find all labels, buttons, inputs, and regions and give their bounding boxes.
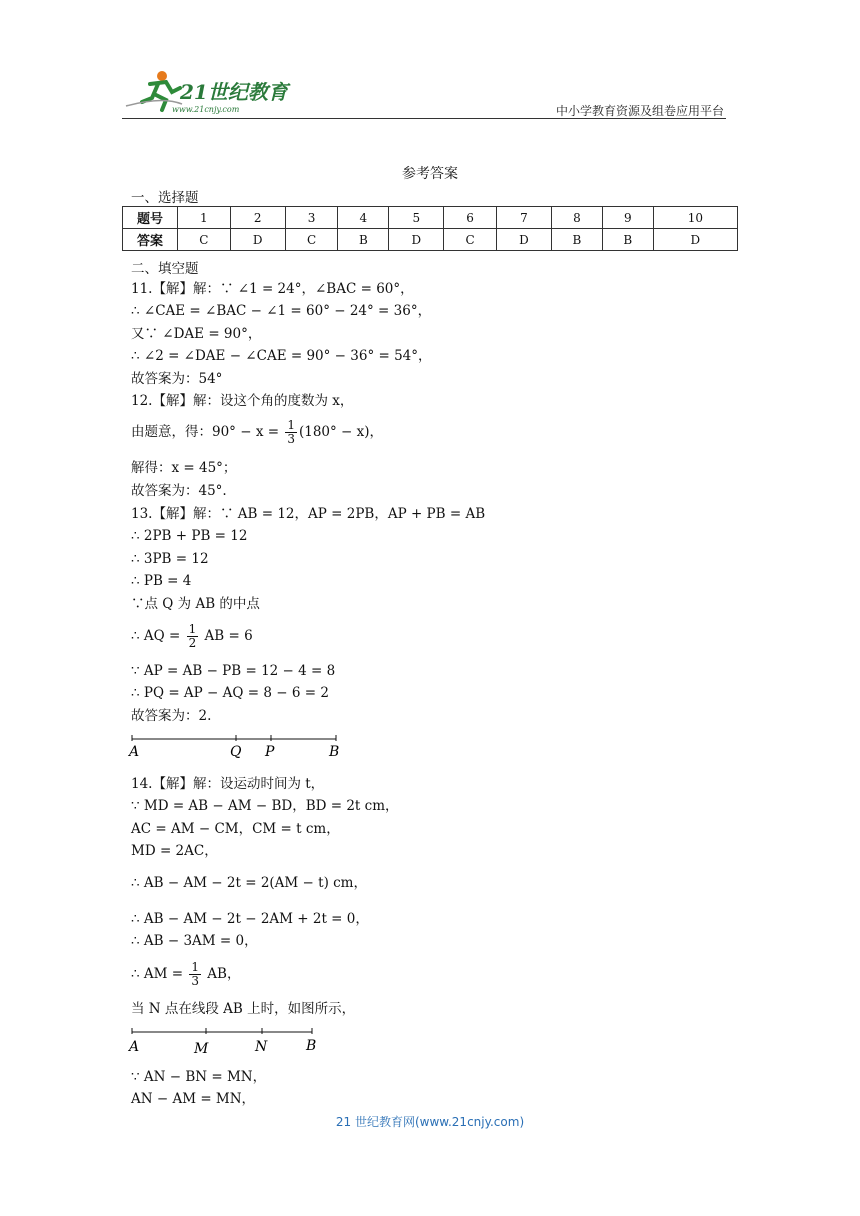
- table-cell: B: [602, 229, 653, 251]
- solution-line: ∵ AP = AB − PB = 12 − 4 = 8: [131, 663, 336, 679]
- table-row-label: 题号: [123, 207, 178, 229]
- solution-line: 12.【解】解：设这个角的度数为 x，: [131, 393, 354, 409]
- table-cell: 10: [653, 207, 737, 229]
- solution-line: ∵ AN − BN = MN，: [131, 1069, 267, 1085]
- solution-line: 当 N 点在线段 AB 上时，如图所示，: [131, 1001, 356, 1017]
- solution-line-fraction: [131, 416, 383, 448]
- table-row: [123, 207, 738, 229]
- point-label-n: N: [255, 1039, 268, 1055]
- table-cell: D: [389, 229, 444, 251]
- answer-table: [122, 206, 738, 251]
- segment-figure-aqpb: [126, 732, 356, 762]
- solution-line: MD = 2AC，: [131, 843, 218, 859]
- solution-line: 故答案为：45°.: [131, 483, 227, 499]
- fraction-denominator: 2: [188, 636, 197, 650]
- point-label-b: B: [306, 1038, 317, 1054]
- equation-part: 由题意，得：90° − x =: [131, 424, 280, 440]
- equation-part: (180° − x)，: [298, 424, 384, 440]
- point-label-a: A: [129, 1039, 140, 1055]
- fraction-denominator: 3: [287, 432, 295, 446]
- page-title: 参考答案: [402, 166, 458, 182]
- fraction: [285, 419, 297, 446]
- solution-line: ∵ MD = AB − AM − BD，BD = 2t cm，: [131, 798, 399, 814]
- solution-line: ∴ AB − 3AM = 0，: [131, 933, 258, 949]
- solution-line: AC = AM − CM，CM = t cm，: [131, 821, 340, 837]
- table-row-label: 答案: [123, 229, 178, 251]
- table-cell: 2: [230, 207, 285, 229]
- logo-text: 21世纪教育: [180, 80, 288, 104]
- point-label-p: P: [265, 744, 275, 760]
- point-label-a: A: [129, 744, 140, 760]
- solution-line: 又∵ ∠DAE = 90°，: [131, 326, 262, 342]
- equation-part: AB = 6: [204, 628, 253, 644]
- table-cell: D: [496, 229, 551, 251]
- fraction-numerator: 1: [188, 622, 197, 636]
- solution-line: 故答案为：54°: [131, 371, 223, 387]
- table-cell: C: [178, 229, 231, 251]
- table-cell: 6: [444, 207, 497, 229]
- solution-line: 故答案为：2.: [131, 708, 212, 724]
- table-cell: C: [444, 229, 497, 251]
- table-cell: C: [285, 229, 338, 251]
- solution-line: ∴ AB − AM − 2t = 2(AM − t) cm，: [131, 875, 367, 891]
- segment-figure-amnb: [126, 1024, 326, 1058]
- table-cell: 5: [389, 207, 444, 229]
- table-cell: 1: [178, 207, 231, 229]
- solution-line: AN − AM = MN，: [131, 1091, 256, 1107]
- section-heading-choice: 一、选择题: [131, 190, 199, 206]
- header-divider: [122, 118, 726, 119]
- table-cell: 4: [338, 207, 389, 229]
- solution-line: ∴ ∠CAE = ∠BAC − ∠1 = 60° − 24° = 36°，: [131, 303, 432, 319]
- fraction-numerator: 1: [191, 960, 199, 974]
- point-label-b: B: [329, 744, 340, 760]
- solution-line-fraction: [131, 958, 240, 990]
- table-cell: 3: [285, 207, 338, 229]
- solution-line: 11.【解】解：∵ ∠1 = 24°，∠BAC = 60°，: [131, 281, 414, 297]
- equation-part: AB，: [207, 966, 241, 982]
- fraction-denominator: 3: [191, 974, 199, 988]
- solution-line: ∴ PQ = AP − AQ = 8 − 6 = 2: [131, 685, 329, 701]
- table-cell: 9: [602, 207, 653, 229]
- page-footer[interactable]: 21 世纪教育网(www.21cnjy.com): [335, 1115, 525, 1129]
- equation-part: ∴ AQ =: [131, 628, 181, 644]
- solution-line: 13.【解】解：∵ AB = 12，AP = 2PB，AP + PB = AB: [131, 506, 486, 522]
- page-header: [122, 66, 726, 118]
- fraction: [187, 623, 199, 650]
- solution-line: ∴ ∠2 = ∠DAE − ∠CAE = 90° − 36° = 54°，: [131, 348, 432, 364]
- equation-part: ∴ AM =: [131, 966, 184, 982]
- solution-line: 14.【解】解：设运动时间为 t，: [131, 776, 325, 792]
- solution-line: ∴ PB = 4: [131, 573, 192, 589]
- solution-line-fraction: [131, 620, 253, 652]
- solution-line: ∵点 Q 为 AB 的中点: [131, 596, 260, 612]
- table-row: [123, 229, 738, 251]
- platform-name: 中小学教育资源及组卷应用平台: [555, 104, 724, 118]
- point-label-q: Q: [230, 744, 242, 760]
- table-cell: D: [230, 229, 285, 251]
- solution-line: ∴ AB − AM − 2t − 2AM + 2t = 0，: [131, 911, 369, 927]
- table-cell: 8: [551, 207, 602, 229]
- table-cell: B: [551, 229, 602, 251]
- solution-line: ∴ 3PB = 12: [131, 551, 209, 567]
- site-logo: [122, 66, 302, 116]
- table-cell: D: [653, 229, 737, 251]
- point-label-m: M: [194, 1041, 209, 1057]
- solution-line: ∴ 2PB + PB = 12: [131, 528, 248, 544]
- logo-url-text: www.21cnjy.com: [172, 105, 240, 114]
- table-cell: 7: [496, 207, 551, 229]
- fraction: [189, 961, 201, 988]
- solution-line: 解得：x = 45°；: [131, 460, 237, 476]
- section-heading-fill: 二、填空题: [131, 261, 199, 277]
- table-cell: B: [338, 229, 389, 251]
- fraction-numerator: 1: [287, 418, 295, 432]
